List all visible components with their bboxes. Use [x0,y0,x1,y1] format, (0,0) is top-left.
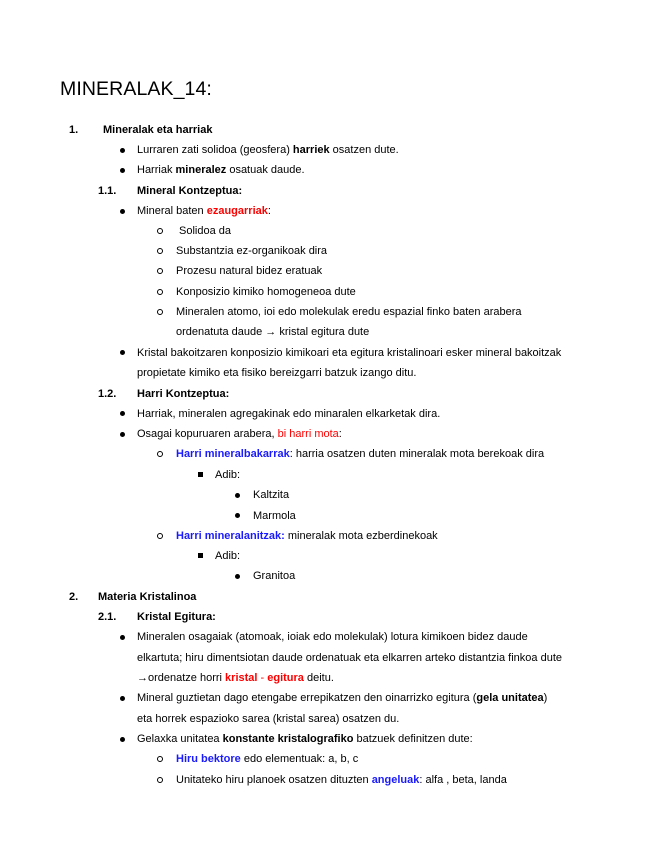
list-item-line: Kristal bakoitzaren konposizio kimikoari eta egitura kristalinoari esker mineral bakoitzak [137,347,562,359]
section-number: 1. [69,124,79,136]
list-item: Prozesu natural bidez eratuak [176,265,323,277]
list-item: Solidoa da [179,225,231,237]
list-item-line: propietate kimiko eta fisiko bereizgarri batzuk izango ditu. [137,367,417,379]
list-item: Harri mineralbakarrak: harria osatzen duten mineralak mota berekoak dira [176,448,545,460]
circle-bullet-icon [157,248,163,254]
list-item: Granitoa [253,570,296,582]
bullet-icon [235,513,240,518]
subsection-heading: Harri Kontzeptua: [137,388,230,400]
section-heading: Materia Kristalinoa [98,591,197,603]
list-item: Harriak, mineralen agregakinak edo minaralen elkarketak dira. [137,408,441,420]
list-item-line: elkartuta; hiru dimentsiotan daude ordenatuak eta elkarren arteko distantzia finkoa dute [137,652,562,664]
section-heading: Mineralak eta harriak [103,124,213,136]
list-item-line: ordenatuta daude → kristal egitura dute [176,326,370,338]
list-item: Harriak mineralez osatuak daude. [137,164,305,176]
list-item-line: Mineral guztietan dago etengabe errepikatzen den oinarrizko egitura (gela unitatea) [137,692,548,704]
list-item: Konposizio kimiko homogeneoa dute [176,286,356,298]
bullet-icon [120,411,125,416]
subsection-heading: Mineral Kontzeptua: [137,185,243,197]
list-item: Adib: [215,550,241,562]
list-item: Lurraren zati solidoa (geosfera) harriek osatzen dute. [137,144,399,156]
list-item: Kaltzita [253,489,290,501]
circle-bullet-icon [157,756,163,762]
subsection-heading: Kristal Egitura: [137,611,216,623]
list-item: Substantzia ez-organikoak dira [176,245,328,257]
list-item-line: Mineralen osagaiak (atomoak, ioiak edo molekulak) lotura kimikoen bidez daude [137,631,528,643]
list-item: Gelaxka unitatea konstante kristalografiko batzuek definitzen dute: [137,733,473,745]
circle-bullet-icon [157,533,163,539]
list-item-line: eta horrek espazioko sarea (kristal sarea) osatzen du. [137,713,400,725]
subsection-number: 1.2. [98,388,117,400]
bullet-icon [120,148,125,153]
bullet-icon [120,168,125,173]
list-item: Unitateko hiru planoek osatzen dituzten angeluak: alfa , beta, landa [176,774,507,786]
subsection-number: 2.1. [98,611,117,623]
circle-bullet-icon [157,777,163,783]
bullet-icon [235,574,240,579]
circle-bullet-icon [157,268,163,274]
list-item: Mineral baten ezaugarriak: [137,205,271,217]
bullet-icon [120,209,125,214]
bullet-icon [120,635,125,640]
square-bullet-icon [198,553,203,558]
list-item: Adib: [215,469,241,481]
circle-bullet-icon [157,451,163,457]
list-item-line: →ordenatze horri kristal - egitura deitu. [137,672,334,684]
circle-bullet-icon [157,228,163,234]
list-item-line: Mineralen atomo, ioi edo molekulak eredu espazial finko baten arabera [176,306,522,318]
list-item: Harri mineralanitzak: mineralak mota ezberdinekoak [176,530,438,542]
list-item: Hiru bektore edo elementuak: a, b, c [176,753,359,765]
page-title: MINERALAK_14: [60,78,212,100]
bullet-icon [235,493,240,498]
subsection-number: 1.1. [98,185,117,197]
bullet-icon [120,737,125,742]
list-item: Marmola [253,510,296,522]
section-number: 2. [69,591,79,603]
bullet-icon [120,696,125,701]
square-bullet-icon [198,472,203,477]
circle-bullet-icon [157,289,163,295]
bullet-icon [120,432,125,437]
list-item: Osagai kopuruaren arabera, bi harri mota: [137,428,342,440]
bullet-icon [120,350,125,355]
circle-bullet-icon [157,309,163,315]
